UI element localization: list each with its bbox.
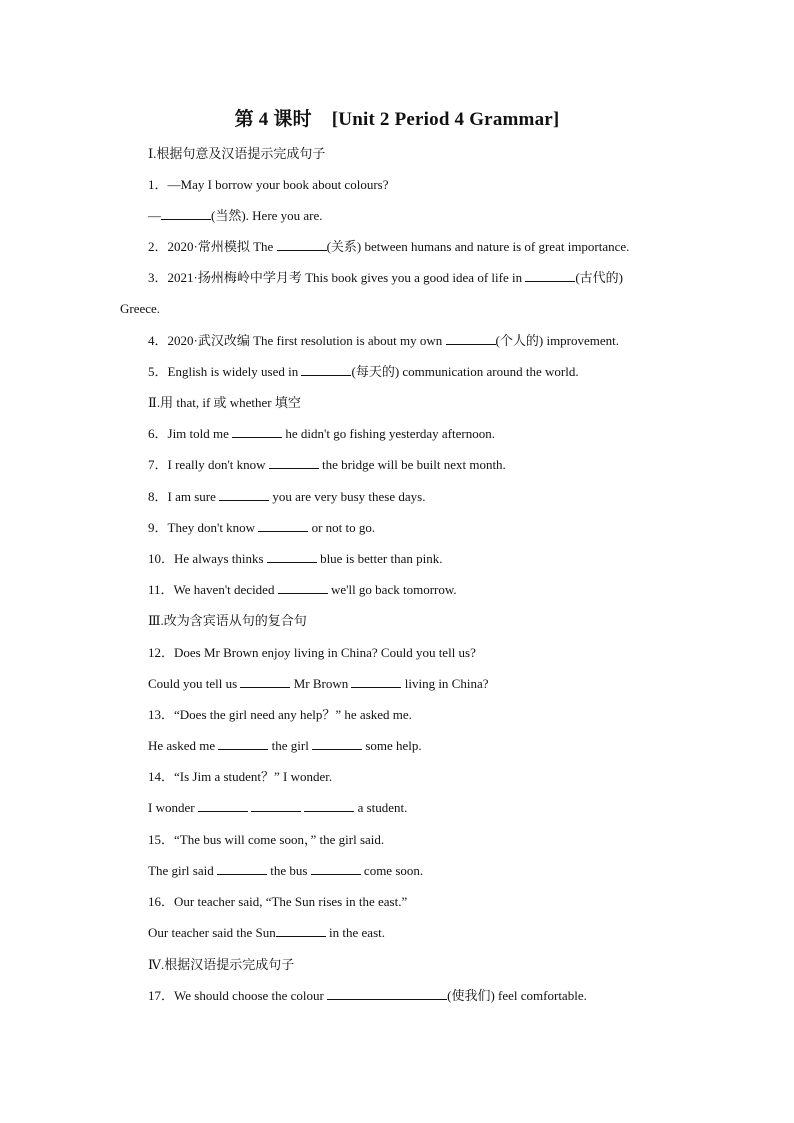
question-12-answer: Could you tell us Mr Brown living in China? [148,676,489,691]
answer-blank[interactable] [311,862,361,875]
question-1-answer: — (当然). Here you are. [148,208,323,223]
question-5: 5．English is widely used in (每天的) communication around the world. [148,364,579,379]
question-14-answer: I wonder a student. [148,800,408,815]
answer-blank[interactable] [217,862,267,875]
answer-blank[interactable] [269,456,319,469]
section-2-heading: Ⅱ.用 that, if 或 whether 填空 [148,395,301,410]
question-11: 11．We haven't decided we'll go back tomorrow. [148,582,457,597]
question-3: 3．2021·扬州梅岭中学月考 This book gives you a good idea of life in (古代的) [148,270,624,285]
section-1-heading: Ⅰ.根据句意及汉语提示完成句子 [148,146,326,161]
answer-blank[interactable] [446,332,496,345]
question-4: 4．2020·武汉改编 The first resolution is about my own (个人的) improvement. [148,333,620,348]
question-14: 14．“Is Jim a student？” I wonder. [148,769,333,784]
answer-blank[interactable] [351,675,401,688]
lesson-label: 第 4 课时 [234,109,312,130]
answer-blank[interactable] [258,519,308,532]
question-13-answer: He asked me the girl some help. [148,738,422,753]
question-9: 9．They don't know or not to go. [148,520,376,535]
answer-blank[interactable] [312,737,362,750]
question-6: 6．Jim told me he didn't go fishing yesterday afternoon. [148,426,495,441]
answer-blank[interactable] [525,269,575,282]
answer-blank[interactable] [198,799,248,812]
question-1: 1．—May I borrow your book about colours? [148,177,389,192]
question-12: 12．Does Mr Brown enjoy living in China? Could you tell us? [148,645,476,660]
answer-blank[interactable] [218,737,268,750]
question-16-answer: Our teacher said the Sun in the east. [148,925,386,940]
question-15: 15．“The bus will come soon，” the girl said. [148,832,385,847]
answer-blank[interactable] [276,924,326,937]
answer-blank[interactable] [277,238,327,251]
question-17: 17．We should choose the colour (使我们) feel comfortable. [148,988,587,1003]
question-8: 8．I am sure you are very busy these days. [148,489,426,504]
answer-blank[interactable] [219,488,269,501]
question-10: 10．He always thinks blue is better than pink. [148,551,443,566]
question-13: 13．“Does the girl need any help？” he asked me. [148,707,412,722]
section-3-heading: Ⅲ.改为含宾语从句的复合句 [148,613,307,628]
section-4-heading: Ⅳ.根据汉语提示完成句子 [148,957,295,972]
answer-blank[interactable] [301,363,351,376]
unit-title: [Unit 2 Period 4 Grammar] [331,109,560,130]
question-3-continued: Greece. [120,301,161,316]
question-7: 7．I really don't know the bridge will be built next month. [148,457,506,472]
answer-blank[interactable] [161,207,211,220]
answer-blank[interactable] [267,550,317,563]
question-15-answer: The girl said the bus come soon. [148,863,424,878]
question-16: 16．Our teacher said, “The Sun rises in the east.” [148,894,408,909]
answer-blank[interactable] [240,675,290,688]
page-title [0,104,794,131]
answer-blank[interactable] [278,581,328,594]
answer-blank[interactable] [327,987,447,1000]
question-2: 2．2020·常州模拟 The (关系) between humans and nature is of great importance. [148,239,630,254]
answer-blank[interactable] [304,799,354,812]
answer-blank[interactable] [251,799,301,812]
answer-blank[interactable] [232,425,282,438]
